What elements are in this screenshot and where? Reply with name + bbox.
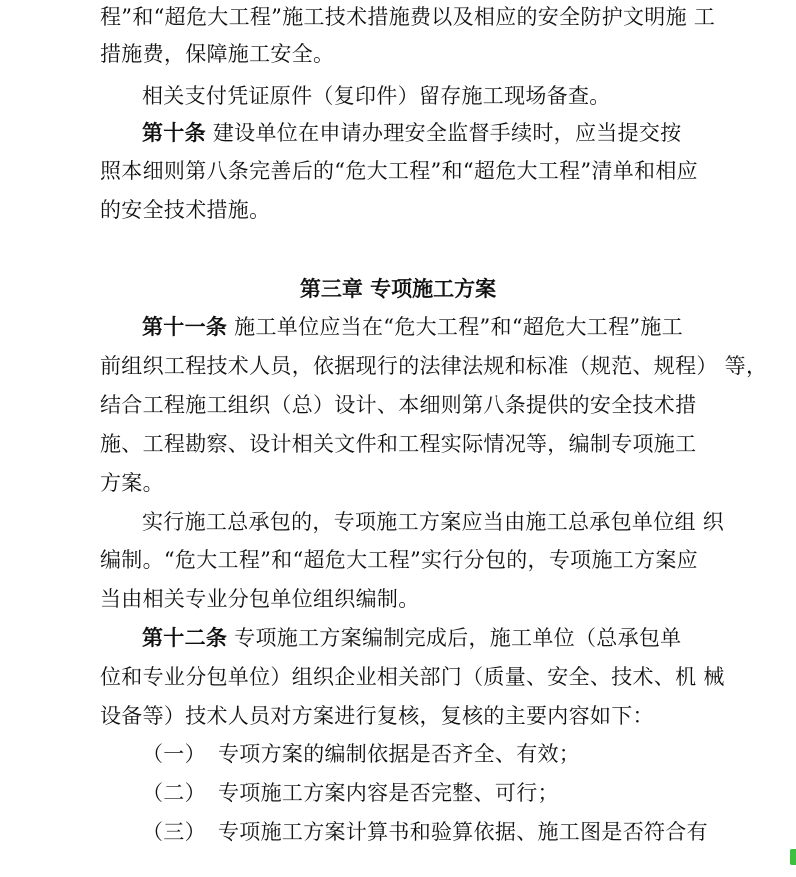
article-10-text: 建设单位在申请办理安全监督手续时，应当提交按 bbox=[205, 121, 682, 145]
list-item-text: 专项施工方案计算书和验算依据、施工图是否符合有 bbox=[218, 820, 708, 844]
article-10-title: 第十条 bbox=[142, 121, 206, 145]
chapter-heading: 第三章 专项施工方案 bbox=[299, 277, 497, 301]
edge-marker-icon bbox=[790, 849, 796, 865]
article-12-text: 专项施工方案编制完成后，施工单位（总承包单 bbox=[227, 626, 682, 650]
list-item bbox=[142, 740, 762, 768]
list-item-text: 专项方案的编制依据是否齐全、有效； bbox=[218, 742, 581, 766]
paragraph-line: 前组织工程技术人员，依据现行的法律法规和标准（规范、规程） 等， bbox=[100, 354, 768, 378]
paragraph-line: 的安全技术措施。 bbox=[100, 198, 271, 222]
list-item bbox=[142, 779, 762, 807]
list-item bbox=[142, 818, 762, 846]
article-12-title: 第十二条 bbox=[142, 626, 228, 650]
paragraph-line: 实行施工总承包的，专项施工方案应当由施工总承包单位组 织 bbox=[142, 510, 725, 534]
list-item-number: （二） bbox=[142, 781, 206, 805]
paragraph-line: 位和专业分包单位）组织企业相关部门（质量、安全、技术、机 械 bbox=[100, 665, 725, 689]
article-11-title: 第十一条 bbox=[142, 315, 228, 339]
paragraph-line: 编制。“危大工程”和“超危大工程”实行分包的，专项施工方案应 bbox=[100, 548, 698, 572]
paragraph-line: 当由相关专业分包单位组织编制。 bbox=[100, 587, 420, 611]
paragraph-line: 结合工程施工组织（总）设计、本细则第八条提供的安全技术措 bbox=[100, 393, 697, 417]
paragraph-line: 方案。 bbox=[100, 471, 164, 495]
paragraph-line: 设备等）技术人员对方案进行复核，复核的主要内容如下： bbox=[100, 704, 654, 728]
paragraph-line: 相关支付凭证原件（复印件）留存施工现场备查。 bbox=[142, 84, 611, 108]
article-10-line bbox=[142, 119, 762, 147]
paragraph-line: 施、工程勘察、设计相关文件和工程实际情况等，编制专项施工 bbox=[100, 432, 697, 456]
article-12-line bbox=[142, 624, 762, 652]
paragraph-line: 程”和“超危大工程”施工技术措施费以及相应的安全防护文明施 工 bbox=[100, 5, 716, 29]
paragraph-line: 措施费，保障施工安全。 bbox=[100, 42, 335, 66]
list-item-number: （一） bbox=[142, 742, 206, 766]
article-11-text: 施工单位应当在“危大工程”和“超危大工程”施工 bbox=[227, 315, 684, 339]
paragraph-line: 照本细则第八条完善后的“危大工程”和“超危大工程”清单和相应 bbox=[100, 159, 698, 183]
list-item-number: （三） bbox=[142, 820, 206, 844]
article-11-line bbox=[142, 313, 762, 341]
list-item-text: 专项施工方案内容是否完整、可行； bbox=[218, 781, 559, 805]
